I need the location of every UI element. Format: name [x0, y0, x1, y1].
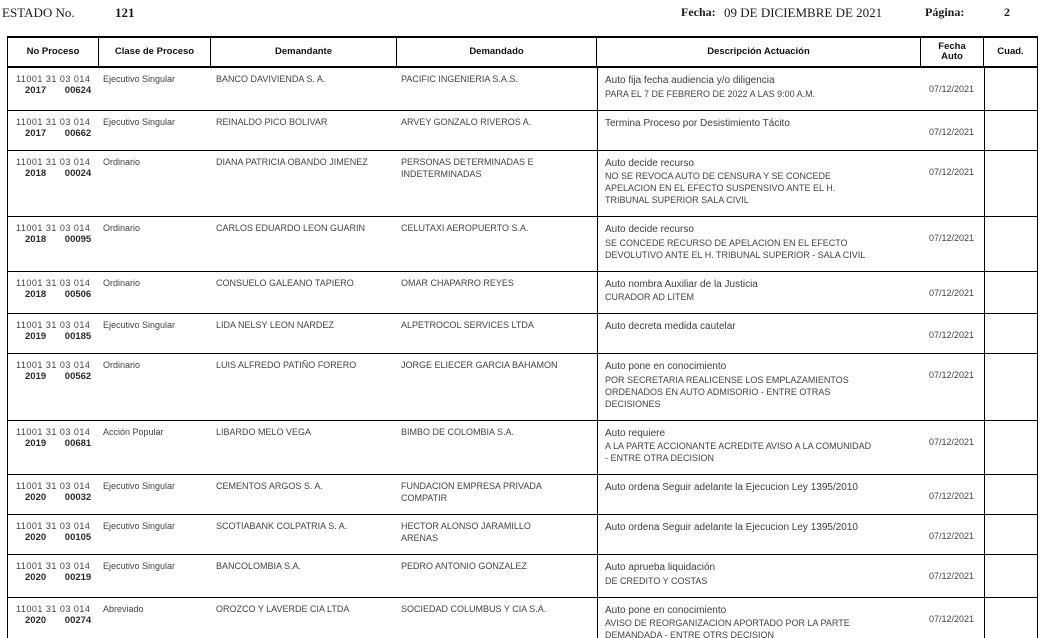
- proceso-anio-numero: [16, 438, 95, 450]
- cell-clase-proceso: Ejecutivo Singular: [103, 561, 176, 571]
- proceso-numero: 00681: [64, 437, 92, 449]
- proceso-radicado: 11001 31 03 014: [16, 426, 91, 437]
- proceso-numero: 00095: [64, 234, 92, 245]
- cell-demandante: CEMENTOS ARGOS S. A.: [216, 481, 323, 491]
- col-header-fecha-line2: Auto: [941, 51, 963, 62]
- actuacion-titulo: Auto decreta medida cautelar: [605, 321, 736, 332]
- proceso-anio: 2018: [25, 288, 47, 300]
- table-row: [8, 515, 1037, 555]
- cell-cuad: [984, 151, 1037, 217]
- proceso-anio-numero: [16, 532, 95, 544]
- cell-descripcion-actuacion: [597, 475, 921, 514]
- cell-fecha-auto: 07/12/2021: [929, 166, 975, 177]
- cell-no-proceso: [8, 598, 99, 638]
- cell-cuad: [984, 555, 1037, 597]
- cell-clase-proceso: Ejecutivo Singular: [103, 481, 176, 491]
- proceso-radicado: 11001 31 03 014: [16, 156, 91, 167]
- cell-demandante: LIBARDO MELO VEGA: [216, 426, 312, 437]
- cell-no-proceso: [8, 111, 99, 150]
- pagina-value: 2: [1004, 5, 1010, 19]
- cell-no-proceso: [8, 475, 99, 514]
- cell-no-proceso: [8, 314, 99, 353]
- col-header-no-proceso: No Proceso: [8, 38, 99, 66]
- table-row: [8, 111, 1037, 151]
- table-row: [8, 598, 1037, 638]
- proceso-radicado: 11001 31 03 014: [16, 521, 91, 531]
- col-header-demandante: Demandante: [211, 38, 397, 66]
- proceso-radicado: 11001 31 03 014: [16, 561, 91, 571]
- estado-label: ESTADO No.: [2, 5, 75, 20]
- proceso-anio-numero: [16, 331, 95, 343]
- cell-demandado: ARVEY GONZALO RIVEROS A.: [401, 116, 532, 127]
- actuacion-detalle: PARA EL 7 DE FEBRERO DE 2022 A LAS 9:00 A.M.: [605, 88, 816, 99]
- proceso-anio: 2018: [25, 167, 47, 179]
- cell-demandado: PEDRO ANTONIO GONZALEZ: [401, 561, 527, 571]
- cell-demandante: LUIS ALFREDO PATIÑO FORERO: [216, 360, 357, 370]
- proceso-numero: 00562: [64, 371, 92, 382]
- procesos-table: [7, 36, 1038, 638]
- cell-demandante: LIDA NELSY LEON NARDEZ: [216, 320, 334, 330]
- table-body: [8, 68, 1037, 638]
- cell-no-proceso: [8, 421, 99, 475]
- proceso-anio-numero: [16, 492, 95, 504]
- cell-no-proceso: [8, 217, 99, 271]
- proceso-anio: 2020: [25, 614, 47, 626]
- proceso-numero: 00105: [64, 532, 92, 543]
- cell-demandante: REINALDO PICO BOLIVAR: [216, 116, 328, 127]
- table-row: [8, 555, 1037, 598]
- proceso-anio: 2017: [25, 85, 47, 96]
- cell-clase-proceso: Ejecutivo Singular: [103, 521, 176, 531]
- proceso-anio: 2017: [25, 127, 47, 139]
- fecha-label: Fecha:: [681, 5, 716, 19]
- proceso-radicado: 11001 31 03 014: [16, 277, 91, 288]
- col-header-fecha-line1: Fecha: [938, 41, 966, 52]
- table-row: [8, 475, 1037, 515]
- proceso-numero: 00185: [64, 331, 92, 342]
- col-header-descripcion: Descripción Actuación: [597, 38, 921, 66]
- cell-clase-proceso: Ejecutivo Singular: [103, 116, 176, 127]
- cell-descripcion-actuacion: [597, 515, 921, 554]
- cell-cuad: [984, 598, 1037, 638]
- cell-demandado: PACIFIC INGENIERIA S.A.S.: [401, 74, 518, 84]
- proceso-numero: 00624: [64, 85, 92, 96]
- cell-fecha-auto: 07/12/2021: [929, 126, 975, 137]
- proceso-numero: 00662: [64, 127, 92, 139]
- cell-demandante: CONSUELO GALEANO TAPIERO: [216, 277, 354, 288]
- cell-no-proceso: [8, 272, 99, 314]
- cell-cuad: [984, 314, 1037, 353]
- proceso-numero: 00506: [64, 288, 92, 300]
- cell-demandado: BIMBO DE COLOMBIA S.A.: [401, 426, 515, 437]
- cell-descripcion-actuacion: [597, 354, 921, 420]
- proceso-radicado: 11001 31 03 014: [16, 603, 91, 614]
- cell-clase-proceso: Ejecutivo Singular: [103, 320, 176, 330]
- actuacion-detalle: NO SE REVOCA AUTO DE CENSURA Y SE CONCEDE APELACION EN EL EFECTO SUSPENSIVO ANTE EL H. TRIBUNAL SUPERIOR SALA CIVIL: [605, 171, 836, 205]
- proceso-numero: 00032: [64, 492, 92, 503]
- actuacion-titulo: Auto ordena Seguir adelante la Ejecucion Ley 1395/2010: [605, 522, 858, 533]
- cell-demandante: SCOTIABANK COLPATRIA S. A.: [216, 521, 348, 531]
- col-header-clase: Clase de Proceso: [99, 38, 211, 66]
- proceso-anio-numero: [16, 615, 95, 627]
- actuacion-titulo: Auto decide recurso: [605, 224, 694, 235]
- proceso-anio: 2020: [25, 572, 47, 583]
- proceso-anio: 2018: [25, 234, 47, 245]
- proceso-radicado: 11001 31 03 014: [16, 360, 91, 370]
- cell-demandante: OROZCO Y LAVERDE CIA LTDA: [216, 603, 350, 614]
- cell-clase-proceso: Acción Popular: [103, 426, 164, 437]
- table-row: [8, 354, 1037, 421]
- cell-cuad: [984, 354, 1037, 420]
- cell-descripcion-actuacion: [597, 272, 921, 314]
- proceso-radicado: 11001 31 03 014: [16, 116, 91, 127]
- proceso-anio: 2020: [25, 492, 47, 503]
- actuacion-titulo: Auto pone en conocimiento: [605, 361, 727, 372]
- proceso-anio: 2019: [25, 371, 47, 382]
- cell-demandado: OMAR CHAPARRO REYES: [401, 277, 514, 288]
- cell-cuad: [984, 515, 1037, 554]
- proceso-anio-numero: [16, 371, 95, 383]
- cell-no-proceso: [8, 354, 99, 420]
- table-row: [8, 68, 1037, 111]
- cell-demandado: HECTOR ALONSO JARAMILLO ARENAS: [401, 521, 531, 543]
- cell-demandado: CELUTAXI AEROPUERTO S.A.: [401, 223, 529, 233]
- table-row: [8, 272, 1037, 315]
- actuacion-titulo: Auto nombra Auxiliar de la Justicia: [605, 278, 758, 290]
- proceso-numero: 00024: [64, 167, 92, 179]
- cell-clase-proceso: Ejecutivo Singular: [103, 74, 176, 84]
- report-header: [0, 0, 1045, 36]
- cell-demandado: SOCIEDAD COLUMBUS Y CIA S.A.: [401, 603, 547, 614]
- proceso-anio-numero: [16, 234, 95, 246]
- actuacion-detalle: DE CREDITO Y COSTAS: [605, 575, 708, 586]
- cell-cuad: [984, 475, 1037, 514]
- proceso-anio-numero: [16, 128, 95, 140]
- cell-clase-proceso: Abreviado: [103, 603, 144, 614]
- proceso-radicado: 11001 31 03 014: [16, 320, 91, 330]
- cell-cuad: [984, 217, 1037, 271]
- proceso-anio-numero: [16, 168, 95, 180]
- fecha-value: 09 DE DICIEMBRE DE 2021: [724, 5, 883, 20]
- proceso-anio-numero: [16, 289, 95, 301]
- proceso-radicado: 11001 31 03 014: [16, 481, 91, 491]
- cell-fecha-auto: 07/12/2021: [929, 233, 975, 243]
- col-header-fecha-auto: [921, 38, 984, 66]
- actuacion-detalle: CURADOR AD LITEM: [605, 292, 695, 302]
- actuacion-detalle: AVISO DE REORGANIZACION APORTADO POR LA PARTE DEMANDADA - ENTRE OTRS DECISION: [605, 618, 850, 638]
- cell-fecha-auto: 07/12/2021: [929, 571, 975, 581]
- cell-clase-proceso: Ordinario: [103, 223, 141, 233]
- proceso-anio-numero: [16, 85, 95, 97]
- actuacion-detalle: POR SECRETARIA REALICENSE LOS EMPLAZAMIENTOS ORDENADOS EN AUTO ADMISORIO - ENTRE OTRAS DECISIONES: [605, 374, 849, 409]
- table-row: [8, 217, 1037, 272]
- actuacion-titulo: Auto requiere: [605, 427, 666, 439]
- cell-cuad: [984, 272, 1037, 314]
- cell-cuad: [984, 68, 1037, 110]
- table-header-row: [8, 38, 1037, 68]
- actuacion-titulo: Auto fija fecha audiencia y/o diligencia: [605, 75, 775, 86]
- cell-descripcion-actuacion: [597, 68, 921, 110]
- cell-fecha-auto: 07/12/2021: [929, 436, 975, 447]
- proceso-numero: 00219: [64, 572, 92, 583]
- cell-clase-proceso: Ordinario: [103, 156, 141, 167]
- proceso-anio: 2019: [25, 331, 47, 342]
- table-row: [8, 421, 1037, 476]
- col-header-cuad: Cuad.: [997, 46, 1024, 57]
- proceso-radicado: 11001 31 03 014: [16, 223, 91, 233]
- proceso-anio: 2020: [25, 532, 47, 543]
- actuacion-titulo: Termina Proceso por Desistimiento Tácito: [605, 117, 790, 129]
- cell-fecha-auto: 07/12/2021: [929, 370, 975, 380]
- table-row: [8, 151, 1037, 218]
- cell-demandado: PERSONAS DETERMINADAS E INDETERMINADAS: [401, 156, 534, 179]
- cell-fecha-auto: 07/12/2021: [929, 330, 975, 340]
- cell-descripcion-actuacion: [597, 217, 921, 271]
- cell-fecha-auto: 07/12/2021: [929, 84, 975, 94]
- cell-no-proceso: [8, 151, 99, 217]
- cell-cuad: [984, 421, 1037, 475]
- cell-demandado: ALPETROCOL SERVICES LTDA: [401, 320, 534, 330]
- cell-descripcion-actuacion: [597, 555, 921, 597]
- cell-descripcion-actuacion: [597, 421, 921, 475]
- cell-demandante: DIANA PATRICIA OBANDO JIMENEZ: [216, 156, 368, 167]
- cell-demandante: BANCO DAVIVIENDA S. A.: [216, 74, 326, 84]
- cell-no-proceso: [8, 515, 99, 554]
- cell-descripcion-actuacion: [597, 111, 921, 150]
- cell-clase-proceso: Ordinario: [103, 360, 141, 370]
- cell-descripcion-actuacion: [597, 314, 921, 353]
- cell-fecha-auto: 07/12/2021: [929, 287, 975, 298]
- cell-no-proceso: [8, 68, 99, 110]
- pagina-label: Página:: [925, 5, 965, 19]
- cell-clase-proceso: Ordinario: [103, 277, 141, 288]
- cell-demandante: CARLOS EDUARDO LEON GUARIN: [216, 223, 366, 233]
- cell-demandante: BANCOLOMBIA S.A.: [216, 561, 302, 571]
- cell-demandado: JORGE ELIECER GARCIA BAHAMON: [401, 360, 558, 370]
- table-row: [8, 314, 1037, 354]
- cell-fecha-auto: 07/12/2021: [929, 531, 975, 541]
- cell-cuad: [984, 111, 1037, 150]
- actuacion-detalle: A LA PARTE ACCIONANTE ACREDITE AVISO A LA COMUNIDAD - ENTRE OTRA DECISION: [605, 441, 872, 463]
- cell-demandado: FUNDACION EMPRESA PRIVADA COMPATIR: [401, 481, 542, 503]
- actuacion-titulo: Auto ordena Seguir adelante la Ejecucion Ley 1395/2010: [605, 482, 858, 493]
- proceso-anio-numero: [16, 572, 95, 584]
- actuacion-titulo: Auto aprueba liquidación: [605, 562, 716, 573]
- cell-no-proceso: [8, 555, 99, 597]
- cell-fecha-auto: 07/12/2021: [929, 613, 975, 624]
- cell-descripcion-actuacion: [597, 151, 921, 217]
- cell-fecha-auto: 07/12/2021: [929, 491, 975, 501]
- col-header-demandado: Demandado: [397, 38, 597, 66]
- actuacion-titulo: Auto decide recurso: [605, 157, 694, 169]
- proceso-radicado: 11001 31 03 014: [16, 74, 91, 84]
- actuacion-detalle: SE CONCEDE RECURSO DE APELACION EN EL EFECTO DEVOLUTIVO ANTE EL H. TRIBUNAL SUPERIOR - SALA CIVIL: [605, 237, 866, 260]
- estado-number: 121: [115, 5, 135, 20]
- proceso-numero: 00274: [64, 614, 92, 626]
- proceso-anio: 2019: [25, 437, 47, 449]
- cell-descripcion-actuacion: [597, 598, 921, 638]
- actuacion-titulo: Auto pone en conocimiento: [605, 604, 727, 616]
